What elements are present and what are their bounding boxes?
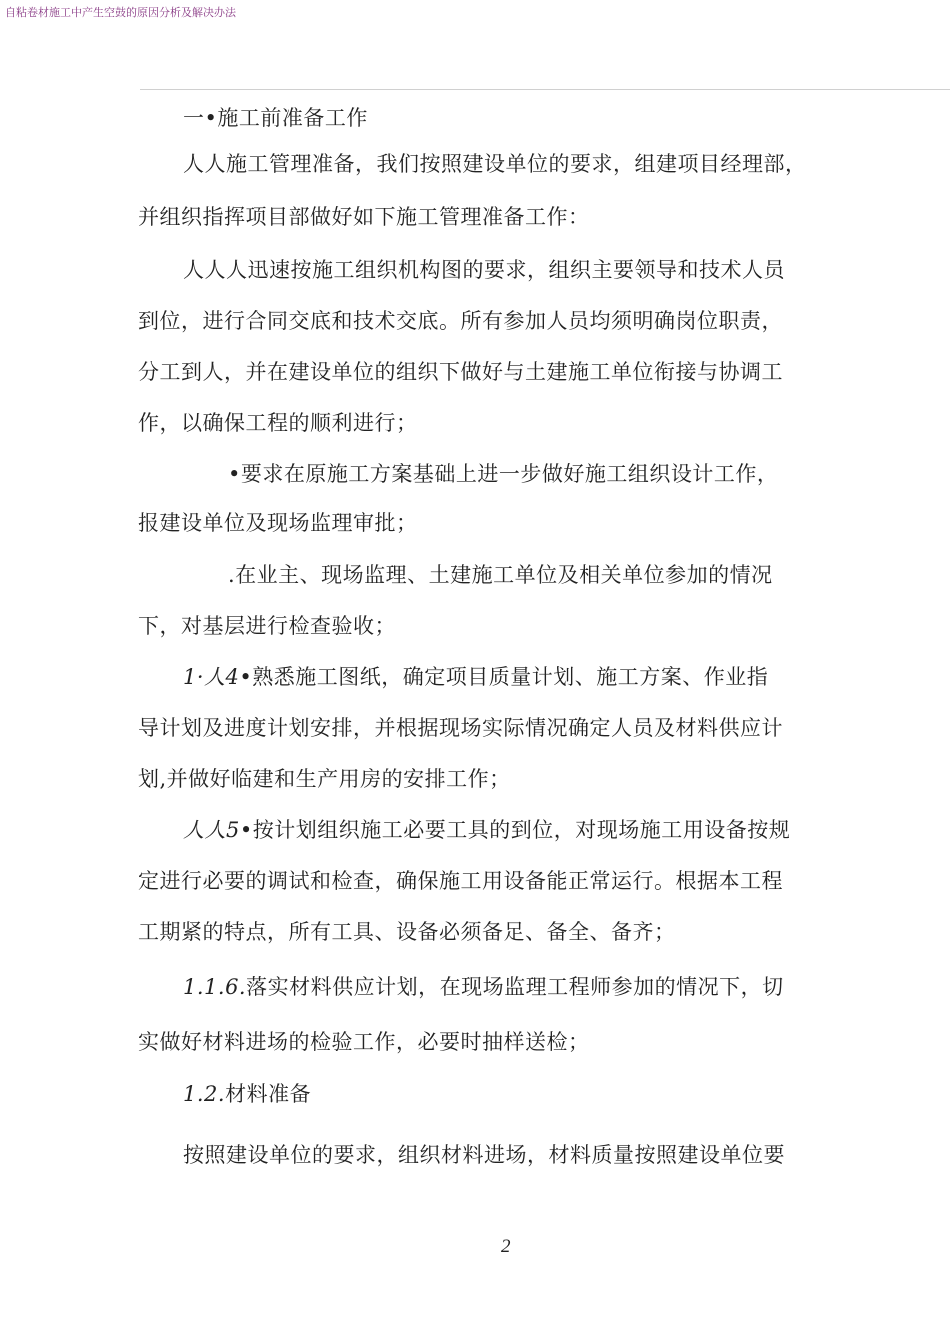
line-text: 落实材料供应计划，在现场监理工程师参加的情况下，切 xyxy=(246,975,784,999)
section-heading xyxy=(183,103,368,133)
line-text: 划,并做好临建和生产用房的安排工作； xyxy=(138,767,511,791)
paragraph-line xyxy=(138,1027,590,1057)
line-text: 下，对基层进行检查验收； xyxy=(138,614,396,638)
paragraph-line xyxy=(138,764,511,794)
numbered-item-line xyxy=(183,972,784,1002)
line-text: 实做好材料进场的检验工作，必要时抽样送检； xyxy=(138,1030,590,1054)
header-title: 自粘卷材施工中产生空鼓的原因分析及解决办法 xyxy=(5,6,236,19)
line-text: 分工到人，并在建设单位的组织下做好与土建施工单位衔接与协调工 xyxy=(138,360,783,384)
line-text: 定进行必要的调试和检查，确保施工用设备能正常运行。根据本工程 xyxy=(138,869,783,893)
line-text: 熟悉施工图纸，确定项目质量计划、施工方案、作业指 xyxy=(252,665,769,689)
paragraph-line xyxy=(138,917,676,947)
line-text: 按照建设单位的要求，组织材料进场，材料质量按照建设单位要 xyxy=(183,1143,785,1167)
line-text: 按计划组织施工必要工具的到位，对现场施工用设备按规 xyxy=(252,818,791,842)
paragraph-line xyxy=(138,357,783,387)
paragraph-line xyxy=(183,149,807,179)
line-text: 到位，进行合同交底和技术交底。所有参加人员均须明确岗位职责， xyxy=(138,309,783,333)
line-text: 作，以确保工程的顺利进行； xyxy=(138,411,418,435)
line-text: 一•施工前准备工作 xyxy=(183,106,368,130)
line-text: 材料准备 xyxy=(225,1082,312,1106)
paragraph-line xyxy=(138,202,590,232)
paragraph-line xyxy=(183,1140,785,1170)
header-divider xyxy=(140,89,950,90)
paragraph-line xyxy=(183,255,785,285)
paragraph-line xyxy=(138,713,783,743)
line-text: 导计划及进度计划安排，并根据现场实际情况确定人员及材料供应计 xyxy=(138,716,783,740)
paragraph-line xyxy=(138,408,418,438)
section-heading xyxy=(183,1079,311,1109)
paragraph-line xyxy=(228,560,773,590)
page-number: 2 xyxy=(501,1236,511,1257)
paragraph-line xyxy=(228,459,778,489)
item-number: 1.1.6. xyxy=(183,975,247,999)
line-text: .在业主、现场监理、土建施工单位及相关单位参加的情况 xyxy=(228,563,773,587)
line-text: 并组织指挥项目部做好如下施工管理准备工作： xyxy=(138,205,590,229)
line-text: 工期紧的特点，所有工具、设备必须备足、备全、备齐； xyxy=(138,920,676,944)
line-text: •要求在原施工方案基础上进一步做好施工组织设计工作， xyxy=(228,462,779,486)
item-number: 人人5• xyxy=(183,818,253,842)
line-text: 人人施工管理准备，我们按照建设单位的要求，组建项目经理部， xyxy=(183,152,807,176)
item-number: 1·人4• xyxy=(183,665,253,689)
paragraph-line xyxy=(138,306,783,336)
paragraph-line xyxy=(138,508,418,538)
numbered-item-line xyxy=(183,662,768,692)
numbered-item-line xyxy=(183,815,790,845)
paragraph-line xyxy=(138,611,396,641)
item-number: 1.2. xyxy=(183,1082,226,1106)
paragraph-line xyxy=(138,866,783,896)
line-text: 报建设单位及现场监理审批； xyxy=(138,511,418,535)
line-text: 人人人迅速按施工组织机构图的要求，组织主要领导和技术人员 xyxy=(183,258,785,282)
